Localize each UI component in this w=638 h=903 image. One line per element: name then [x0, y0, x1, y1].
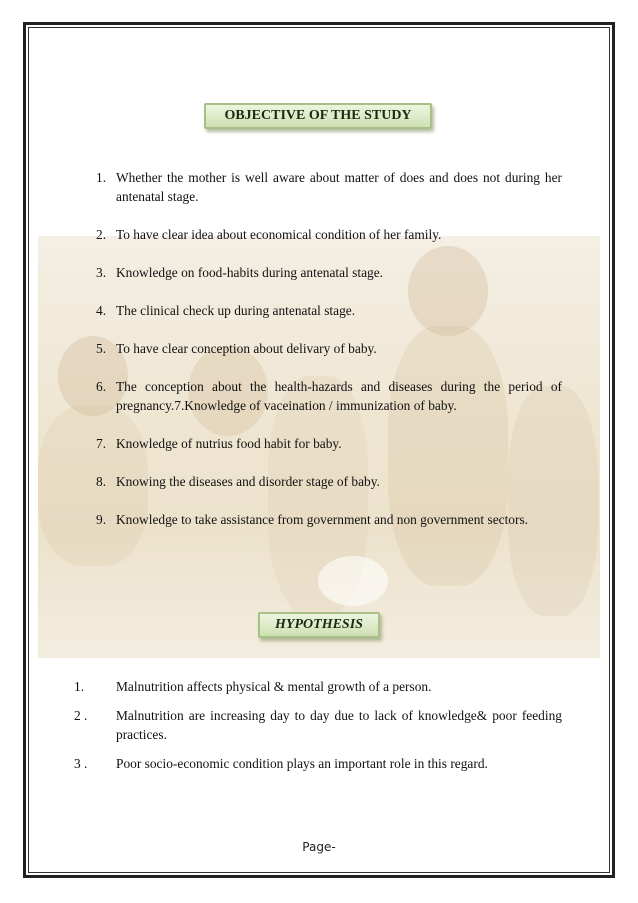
list-text: Knowing the diseases and disorder stage of baby. [116, 474, 380, 489]
list-number: 2 . [74, 708, 88, 723]
list-number: 1. [96, 170, 107, 185]
list-text: Whether the mother is well aware about matter of does and does not during her antenatal stage. [116, 170, 562, 204]
list-number: 4. [96, 303, 107, 318]
list-item [94, 263, 562, 282]
list-number: 9. [96, 512, 107, 527]
list-text: Malnutrition are increasing day to day due to lack of knowledge& poor feeding practices. [116, 708, 562, 742]
list-item [94, 301, 562, 320]
list-number: 2. [96, 227, 107, 242]
objective-heading-banner: OBJECTIVE OF THE STUDY [204, 103, 432, 129]
list-text: Poor socio-economic condition plays an important role in this regard. [116, 756, 488, 771]
list-number: 7. [96, 436, 107, 451]
list-item [74, 754, 562, 773]
list-item [74, 677, 562, 696]
list-number: 6. [96, 379, 107, 394]
hypotheses-list [74, 677, 562, 783]
list-item [94, 339, 562, 358]
list-item [94, 510, 562, 529]
list-number: 1. [74, 679, 85, 694]
list-text: To have clear conception about delivary of baby. [116, 341, 377, 356]
list-item [94, 434, 562, 453]
list-number: 3. [96, 265, 107, 280]
list-text: Malnutrition affects physical & mental growth of a person. [116, 679, 432, 694]
list-item [94, 472, 562, 491]
hypothesis-heading-banner: HYPOTHESIS [258, 612, 380, 638]
list-number: 5. [96, 341, 107, 356]
page-footer: Page- [302, 840, 336, 854]
list-item [94, 377, 562, 415]
list-number: 8. [96, 474, 107, 489]
list-text: Knowledge on food-habits during antenatal stage. [116, 265, 383, 280]
list-item [74, 706, 562, 744]
list-item [94, 168, 562, 206]
list-number: 3 . [74, 756, 88, 771]
list-item [94, 225, 562, 244]
list-text: Knowledge of nutrius food habit for baby. [116, 436, 342, 451]
list-text: The conception about the health-hazards and diseases during the period of pregnancy.7.Knowledge of vaceination / immunization of baby. [116, 379, 562, 413]
list-text: The clinical check up during antenatal stage. [116, 303, 356, 318]
objectives-list [94, 168, 562, 548]
list-text: To have clear idea about economical condition of her family. [116, 227, 442, 242]
list-text: Knowledge to take assistance from government and non government sectors. [116, 512, 529, 527]
